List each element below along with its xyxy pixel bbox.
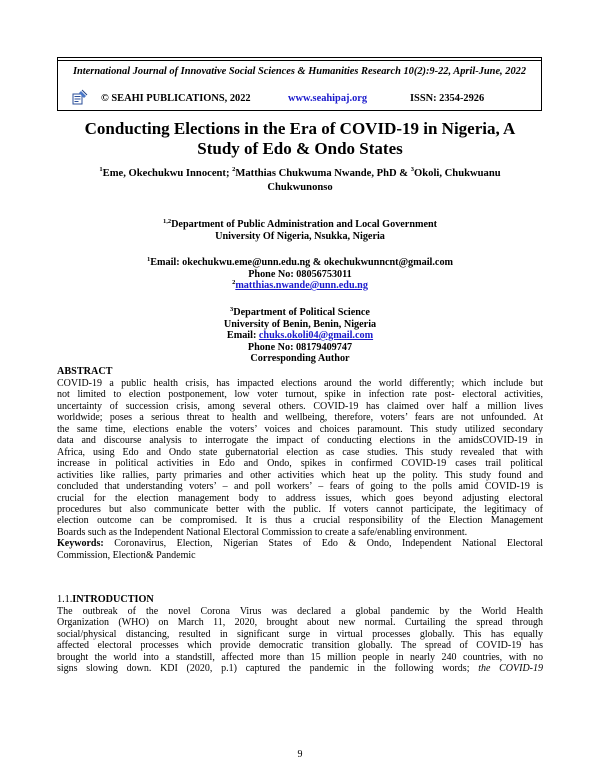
- abstract-line: Africa, using Edo and Ondo state gubernatorial election as case studies. This study revealed that with: [57, 446, 543, 458]
- email-link-3[interactable]: chuks.okoli04@gmail.com: [258, 330, 374, 341]
- intro-line: signs slowing down. KDI (2020, p.1) captured the pandemic in the following words; the COVID-19: [57, 663, 543, 675]
- abstract-line: uncertainty of succession crisis, among several others. COVID-19 has claimed over half a million lives: [57, 400, 543, 412]
- keywords-line: Keywords: Coronavirus, Election, Nigerian States of Edo & Ondo, Independent National Electoral: [57, 538, 544, 550]
- title-line-2: Study of Edo & Ondo States: [197, 139, 403, 158]
- abstract-line: concluded that understanding voters’ – and poll workers’ – fears of going to the polls amid COVID-19 is: [57, 481, 543, 493]
- abstract-line: Boards such as the Independent National Electoral Commission to create a safe/enabling environment.: [57, 526, 468, 538]
- abstract-line: election outcome can be compromised. It is thus a crucial responsibility of the Election Management: [57, 515, 543, 527]
- header-double-rule: [58, 60, 541, 61]
- page-number: 9: [297, 749, 303, 760]
- title-line-1: Conducting Elections in the Era of COVID-19 in Nigeria, A: [84, 119, 516, 138]
- journal-citation: International Journal of Innovative Social Sciences & Humanities Research 10(2):9-22, April-June, 2022: [72, 66, 527, 77]
- seahi-logo-icon: [72, 89, 88, 105]
- authors-line-1: $^1$Eme, Okechukwu Innocent; $^2$Matthias Chukwuma Nwande, PhD & $^3$Okoli, Chukwuanu: [99, 166, 501, 179]
- abstract-line: increase in political activities in Edo and Ondo, spikes in confirmed COVID-19 cases trail political: [57, 458, 543, 470]
- affiliation-1: [60, 219, 540, 242]
- contact-1-phone: Phone No: 08056753011: [248, 268, 352, 280]
- abstract-line: COVID-19 a public health crisis, has impacted elections around the world differently; which include but: [57, 378, 543, 389]
- introduction-heading: 1.1.INTRODUCTION: [57, 594, 154, 605]
- publisher-line: [58, 93, 541, 107]
- abstract-line: worldwide; poses a serious threat to health and wellbeing, therefore, voters’ fears are not unfounded. At: [57, 412, 543, 424]
- issn-number: ISSN: 2354-2926: [410, 93, 485, 104]
- authors-line-2: Chukwunonso: [267, 182, 333, 193]
- abstract-line: activities like rallies, party primaries and other activities which heat up the polity. This study found and: [57, 469, 543, 481]
- publisher-website-link[interactable]: www.seahipaj.org: [288, 93, 368, 104]
- contact-1-email: $^1$Email: okechukwu.eme@unn.edu.ng & okechukwunncnt@gmail.com: [146, 256, 454, 268]
- contact-1: [60, 257, 540, 292]
- affiliation-3: [60, 307, 540, 365]
- affiliation-3-univ: University of Benin, Benin, Nigeria: [223, 318, 377, 330]
- affiliation-3-phone: Phone No: 08179409747: [247, 341, 353, 353]
- abstract-line: crucial for the election management body to address issues, which goes beyond adjusting electoral: [57, 492, 543, 504]
- corresponding-author: Corresponding Author: [250, 353, 350, 364]
- affiliation-1-dept: $^{1,2}$Department of Public Administration and Local Government: [162, 218, 438, 230]
- intro-line: brought the world into a standstill, affected more than 15 million people in nearly 240 countries, with no: [57, 651, 543, 663]
- publisher-name: © SEAHI PUBLICATIONS, 2022: [101, 93, 251, 104]
- paper-title: [60, 119, 540, 159]
- author-list: [60, 167, 540, 195]
- abstract-text: [57, 378, 543, 561]
- affiliation-1-univ: University Of Nigeria, Nsukka, Nigeria: [215, 230, 385, 242]
- abstract-heading: ABSTRACT: [57, 366, 113, 377]
- intro-line: The outbreak of the novel Corona Virus was declared a global pandemic by the World Health: [57, 606, 543, 617]
- intro-line: affected electoral processes which provide democratic transition globally. The spread of COVID-19 has: [57, 640, 543, 652]
- contact-2-email: $^2$matthias.nwande@unn.edu.ng: [232, 279, 368, 291]
- abstract-line: not limited to election postponement, low voter turnout, spike in infection rate post- electoral activities,: [57, 389, 543, 401]
- keywords-line-2: Commission, Election& Pandemic: [57, 549, 196, 561]
- email-link-2[interactable]: matthias.nwande@unn.edu.ng: [235, 280, 368, 291]
- intro-line: Organization (WHO) on March 11, 2020, brought about new normal. Curtailing the spread through: [57, 617, 543, 629]
- introduction-text: [57, 606, 543, 675]
- affiliation-3-email: Email: chuks.okoli04@gmail.com: [226, 330, 374, 341]
- intro-line: social/physical distancing, resulted in significant surge in virtual processes globally. This has equally: [57, 628, 543, 640]
- abstract-line: data and discourse analysis to interrogate the impact of conducting elections in the amidsCOVID-19 in: [57, 435, 543, 447]
- affiliation-3-dept: $^3$Department of Political Science: [230, 306, 370, 318]
- journal-header-box: [57, 57, 542, 111]
- abstract-line: procedures but also communicate better with the public. If voters cannot participate, the legitimacy of: [57, 503, 543, 515]
- abstract-line: the same time, elections enable the voters’ voices and choices paramount. This study utilized secondary: [57, 423, 543, 435]
